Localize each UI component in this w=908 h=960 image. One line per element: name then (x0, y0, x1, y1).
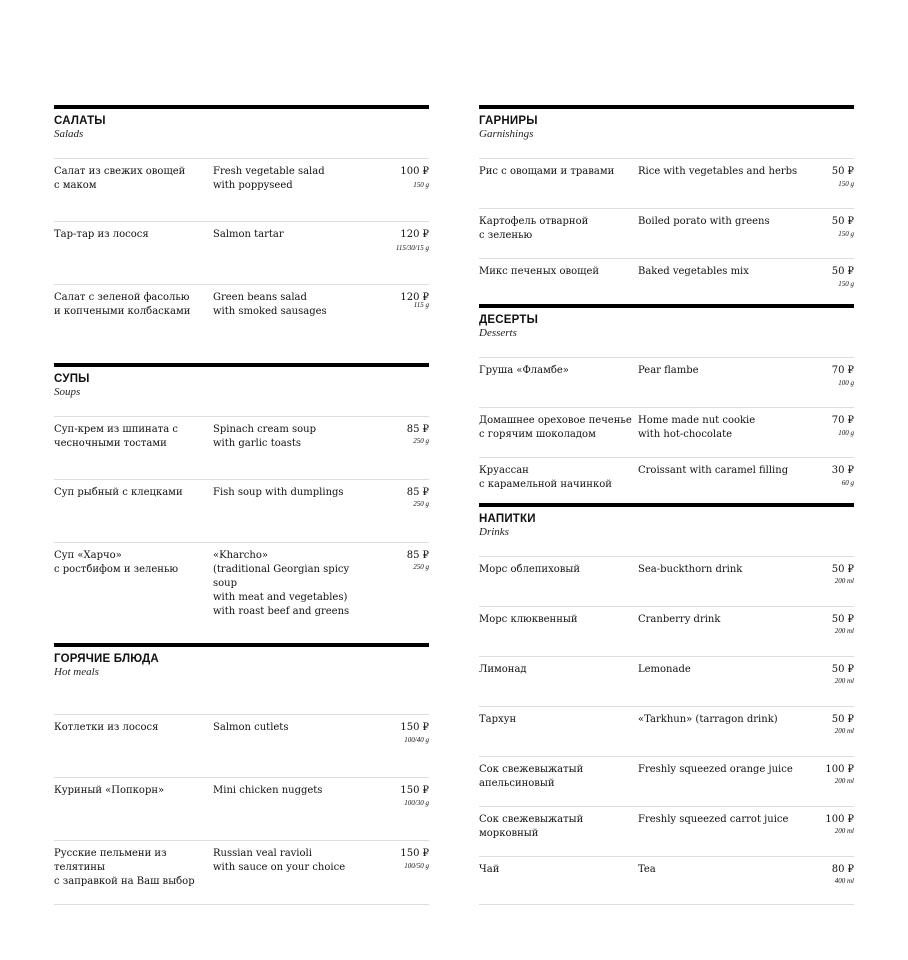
section-title: ДЕСЕРТЫ (479, 314, 539, 326)
item-price: 150 ₽ (400, 722, 429, 733)
section-salads (54, 105, 429, 348)
section-subtitle: Garnishings (479, 128, 534, 140)
item-price: 50 ₽ (831, 266, 854, 277)
item-weight: 200 ml (834, 727, 854, 735)
item-name-ru: Сок свежевыжатый апельсиновый (479, 764, 584, 789)
section-title: ГОРЯЧИЕ БЛЮДА (54, 653, 159, 665)
item-name-ru: Рис с овощами и травами (479, 166, 615, 177)
section-desserts (479, 304, 854, 504)
item-weight: 200 ml (834, 777, 854, 785)
item-name-ru: Русские пельмени из телятины с заправкой на Ваш выбор (54, 848, 195, 887)
item-weight: 150 g (838, 230, 854, 238)
item-name-ru: Тархун (479, 714, 517, 725)
item-name-en: Fresh vegetable salad with poppyseed (213, 166, 325, 191)
item-weight: 100 g (838, 379, 854, 387)
item-weight: 150 g (413, 181, 429, 189)
item-weight: 250 g (413, 437, 429, 445)
item-weight: 115/30/15 g (395, 244, 429, 252)
item-weight: 115 g (413, 301, 429, 309)
item-name-en: Spinach cream soup with garlic toasts (213, 424, 316, 449)
item-name-ru: Салат с зеленой фасолью и копчеными колбасками (54, 292, 191, 317)
section-header (479, 109, 854, 159)
item-name-en: Home made nut cookie with hot-chocolate (638, 415, 756, 440)
item-price: 120 ₽ (400, 292, 429, 303)
item-price: 50 ₽ (831, 216, 854, 227)
item-weight: 100/50 g (404, 862, 429, 870)
menu-item (54, 222, 429, 285)
item-price: 50 ₽ (831, 664, 854, 675)
section-title: НАПИТКИ (479, 513, 536, 525)
menu-item (479, 857, 854, 905)
item-name-en: Green beans salad with smoked sausages (213, 292, 327, 317)
item-name-en: Croissant with caramel filling (638, 465, 789, 476)
item-weight: 400 ml (834, 877, 854, 885)
item-price: 85 ₽ (406, 424, 429, 435)
item-name-en: Mini chicken nuggets (213, 785, 323, 796)
menu-item (479, 259, 854, 307)
item-name-ru: Лимонад (479, 664, 527, 675)
item-name-ru: Суп-крем из шпината с чесночными тостами (54, 424, 178, 449)
item-weight: 250 g (413, 500, 429, 508)
item-price: 50 ₽ (831, 714, 854, 725)
item-name-ru: Морс клюквенный (479, 614, 578, 625)
section-soups (54, 363, 429, 623)
item-price: 100 ₽ (825, 764, 854, 775)
menu-item (479, 209, 854, 259)
item-weight: 200 ml (834, 577, 854, 585)
item-price: 80 ₽ (831, 864, 854, 875)
item-name-en: Pear flambe (638, 365, 699, 376)
item-weight: 100/40 g (404, 736, 429, 744)
item-name-en: Sea-buckthorn drink (638, 564, 743, 575)
section-subtitle: Drinks (479, 526, 509, 538)
item-name-en: Boiled porato with greens (638, 216, 770, 227)
item-name-ru: Тар-тар из лосося (54, 229, 149, 240)
item-name-en: «Kharcho» (traditional Georgian spicy soup with meat and vegetables) with roast beef and greens (213, 550, 350, 617)
menu-item (54, 841, 429, 905)
item-name-ru: Круассан с карамельной начинкой (479, 465, 612, 490)
section-hot-meals (54, 643, 429, 905)
item-name-ru: Суп рыбный с клецками (54, 487, 183, 498)
menu-item (54, 543, 429, 623)
menu-item (479, 757, 854, 807)
item-weight: 200 ml (834, 627, 854, 635)
menu-item (479, 607, 854, 657)
section-title: ГАРНИРЫ (479, 115, 538, 127)
item-price: 85 ₽ (406, 550, 429, 561)
item-weight: 200 ml (834, 827, 854, 835)
item-price: 100 ₽ (825, 814, 854, 825)
item-name-en: Salmon cutlets (213, 722, 289, 733)
section-header (54, 367, 429, 417)
menu-item (479, 707, 854, 757)
section-subtitle: Desserts (479, 327, 517, 339)
section-header (54, 109, 429, 159)
item-weight: 150 g (838, 180, 854, 188)
menu-item (54, 417, 429, 480)
menu-item (479, 408, 854, 458)
item-name-ru: Микс печеных овощей (479, 266, 600, 277)
item-name-en: Rice with vegetables and herbs (638, 166, 798, 177)
item-name-ru: Домашнее ореховое печенье с горячим шоколадом (479, 415, 632, 440)
item-name-en: Cranberry drink (638, 614, 721, 625)
item-weight: 100 g (838, 429, 854, 437)
section-garnishings (479, 105, 854, 307)
section-drinks (479, 503, 854, 905)
section-header (479, 308, 854, 358)
menu-item (54, 480, 429, 543)
menu-item (54, 159, 429, 222)
section-subtitle: Hot meals (54, 666, 99, 678)
menu-item (479, 358, 854, 408)
menu-item (54, 715, 429, 778)
item-price: 150 ₽ (400, 848, 429, 859)
menu-item (479, 159, 854, 209)
item-price: 85 ₽ (406, 487, 429, 498)
item-weight: 60 g (841, 479, 854, 487)
item-name-en: Freshly squeezed orange juice (638, 764, 793, 775)
item-price: 150 ₽ (400, 785, 429, 796)
section-subtitle: Salads (54, 128, 84, 140)
menu-item (479, 458, 854, 504)
item-name-ru: Картофель отварной с зеленью (479, 216, 589, 241)
item-price: 30 ₽ (831, 465, 854, 476)
section-subtitle: Soups (54, 386, 81, 398)
menu-item (54, 778, 429, 841)
item-name-ru: Груша «Фламбе» (479, 365, 569, 376)
menu-item (479, 807, 854, 857)
item-name-ru: Суп «Харчо» с ростбифом и зеленью (54, 550, 179, 575)
menu-item (54, 285, 429, 348)
item-name-en: Tea (638, 864, 656, 875)
item-price: 50 ₽ (831, 614, 854, 625)
section-title: СУПЫ (54, 373, 90, 385)
item-price: 70 ₽ (831, 365, 854, 376)
item-name-en: Baked vegetables mix (638, 266, 749, 277)
section-title: САЛАТЫ (54, 115, 106, 127)
item-price: 100 ₽ (400, 166, 429, 177)
item-name-en: Freshly squeezed carrot juice (638, 814, 789, 825)
item-name-ru: Морс облепиховый (479, 564, 580, 575)
item-name-ru: Салат из свежих овощей с маком (54, 166, 186, 191)
item-name-en: Fish soup with dumplings (213, 487, 344, 498)
item-weight: 100/30 g (404, 799, 429, 807)
item-name-ru: Куриный «Попкорн» (54, 785, 165, 796)
item-name-en: Salmon tartar (213, 229, 284, 240)
item-weight: 200 ml (834, 677, 854, 685)
item-name-en: Russian veal ravioli with sauce on your choice (213, 848, 346, 873)
item-name-ru: Сок свежевыжатый морковный (479, 814, 584, 839)
item-price: 120 ₽ (400, 229, 429, 240)
item-name-en: Lemonade (638, 664, 691, 675)
menu-item (479, 657, 854, 707)
item-name-ru: Котлетки из лосося (54, 722, 159, 733)
section-header (54, 647, 429, 715)
item-weight: 250 g (413, 563, 429, 571)
menu-item (479, 557, 854, 607)
item-price: 70 ₽ (831, 415, 854, 426)
item-price: 50 ₽ (831, 564, 854, 575)
item-weight: 150 g (838, 280, 854, 288)
item-name-en: «Tarkhun» (tarragon drink) (638, 714, 778, 725)
section-header (479, 507, 854, 557)
item-price: 50 ₽ (831, 166, 854, 177)
item-name-ru: Чай (479, 864, 500, 875)
